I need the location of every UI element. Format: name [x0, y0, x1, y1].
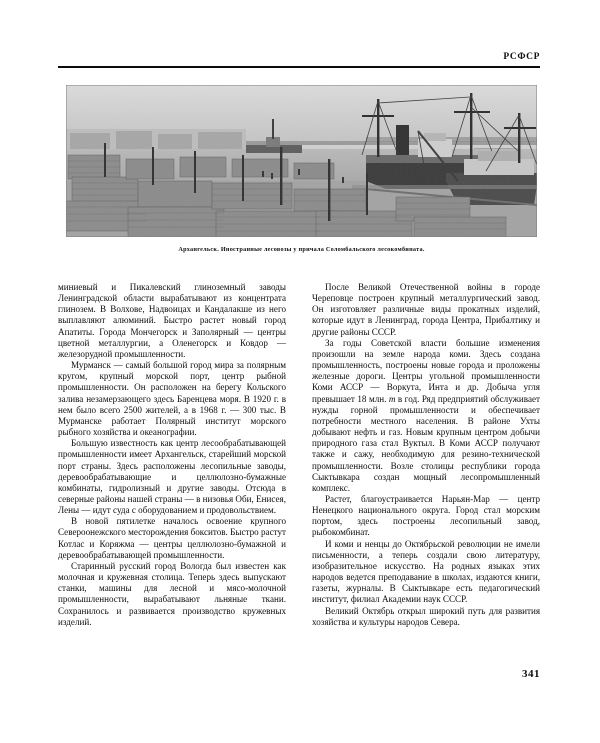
paragraph: После Великой Отечественной войны в городе Череповце построен крупный металлургический завод. Он изготовляет различные виды прокатных изделий, которые идут в Ленинград, города Центра, Прибалтику и другие районы СССР.: [312, 282, 540, 337]
right-text-column: [312, 282, 540, 628]
running-head: [58, 52, 540, 72]
figure-caption: Архангельск. Иностранные лесовозы у причала Соломбальского лесокомбината.: [178, 246, 425, 253]
left-text-column: [58, 282, 286, 628]
paragraph: Растет, благоустраивается Нарьян-Мар — центр Ненецкого национального округа. Город стал морским портом, здесь построены лесопильный завод, рыбокомбинат.: [312, 493, 540, 538]
paragraph: Великий Октябрь открыл широкий путь для развития хозяйства и культуры народов Севера.: [312, 605, 540, 627]
paragraph-text-after-unit: в год. Ряд предприятий обслуживает нужды горной промышленности и обеспечивает потребности местного населения. В районе Ухты добывают нефть и газ. Новым крупным центром добычи природного газа стал Вуктыл. В Коми АССР получают также и сажу, необходимую для резино-технической промышленности. Возле столицы республики города Сыктывкара создан мощный лесопромышленный комплекс.: [312, 393, 540, 493]
paragraph: Старинный русский город Вологда был известен как молочная и кружевная столица. Теперь здесь выпускают станки, машины для лесной и мясо-молочной промышленности, вырабатывают льняные ткани. Сохранилось и развивается производство кружевных изделий.: [58, 560, 286, 627]
paragraph: миниевый и Пикалевский глиноземный заводы Ленинградской области вырабатывают из концентрата глинозем. В Волхове, Надвоицах и Кандалакше из него выплавляют алюминий. Быстро растет новый город Апатиты. Города Мончегорск и Заполярный — центры цветной металлургии, а Оленегорск и Ковдор — железорудной промышленности.: [58, 282, 286, 359]
arkhangelsk-timber-port-photo: [66, 85, 537, 237]
paragraph: И коми и ненцы до Октябрьской революции не имели письменности, а теперь создали свою литературу, изобразительное искусство. На родных языках этих народов ведется преподавание в школах, издаются книги, газеты, журналы. В Сыктывкаре есть педагогический институт, филиал Академии наук СССР.: [312, 538, 540, 605]
paragraph: Большую известность как центр лесообрабатывающей промышленности имеет Архангельск, старейший морской порт страны. Здесь расположены лесопильные заводы, деревообрабатывающие и целлюлозно-бумажные комбинаты, гидролизный и другие заводы. Отсюда в северные районы нашей страны — в низовья Оби, Енисея, Лены — идут суда с оборудованием и продовольствием.: [58, 438, 286, 516]
page-number: 341: [522, 668, 540, 680]
photo-graphic: [66, 85, 537, 237]
body-columns: [58, 282, 540, 662]
header-divider-rule: [58, 66, 540, 68]
paragraph: В новой пятилетке началось освоение крупного Североонежского месторождения бокситов. Быстро растут Котлас и Коряжма — центры целлюлозно-бумажной и деревообрабатывающей промышленности.: [58, 516, 286, 560]
paragraph-text-before-unit: За годы Советской власти большие изменения произошли на земле народа коми. Здесь создана промышленность, построены новые города и проложены железные дороги. Центры угольной промышленности Коми АССР — Воркута, Инта и др. Добыча угля превышает 18 млн.: [312, 337, 540, 404]
unit-abbreviation: т: [388, 393, 396, 404]
paragraph: Мурманск — самый большой город мира за полярным кругом, крупный морской порт, центр рыбной промышленности. Он расположен на берегу Кольского залива незамерзающего здесь Баренцева моря. В 1920 г. в нем было всего 2500 жителей, а в 1968 г. — 300 тыс. В Мурманске работает Полярный институт морского рыбного хозяйства и океанографии.: [58, 360, 286, 438]
running-head-label: РСФСР: [503, 52, 540, 62]
paragraph-with-unit: [312, 338, 540, 494]
